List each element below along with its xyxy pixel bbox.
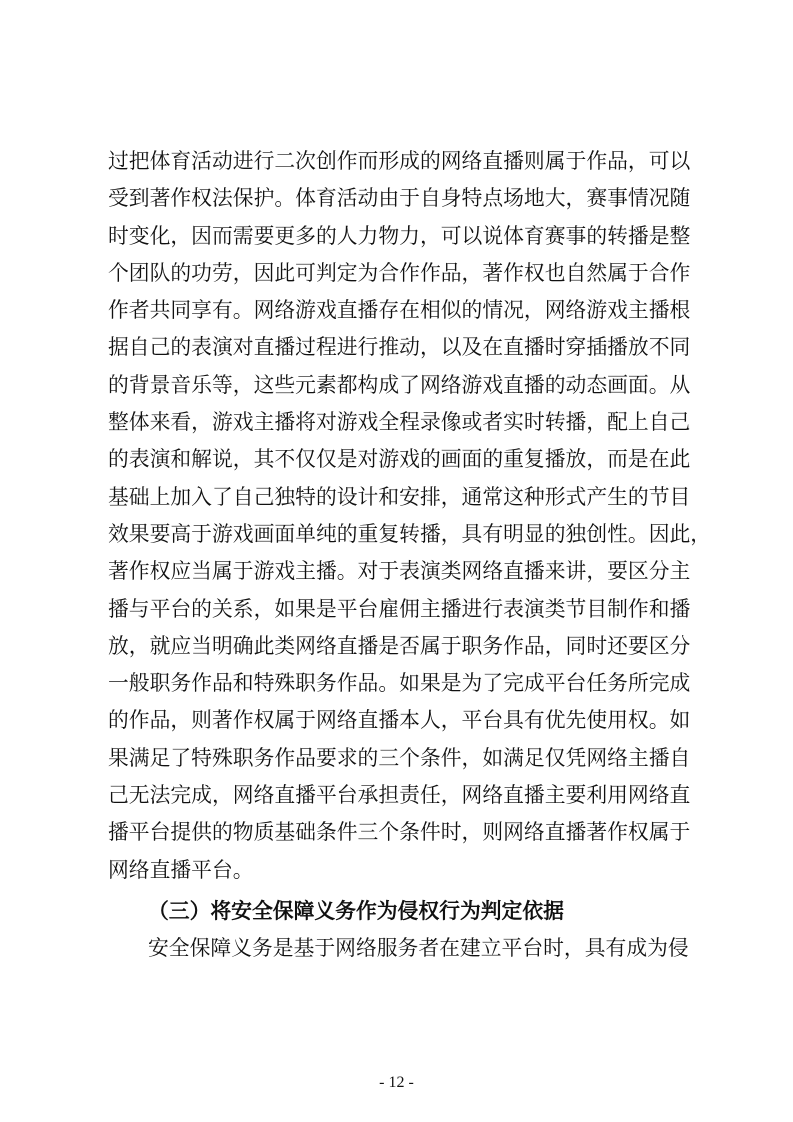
text-line: 效果要高于游戏画面单纯的重复转播，具有明显的独创性。因此， bbox=[108, 521, 712, 546]
text-line: 播与平台的关系，如果是平台雇佣主播进行表演类节目制作和播 bbox=[108, 596, 691, 621]
text-line: 播平台提供的物质基础条件三个条件时，则网络直播著作权属于 bbox=[108, 820, 691, 845]
paragraph-body bbox=[108, 143, 712, 889]
text-line: 一般职务作品和特殊职务作品。如果是为了完成平台任务所完成 bbox=[108, 671, 691, 696]
text-line: 己无法完成，网络直播平台承担责任，网络直播主要利用网络直 bbox=[108, 783, 691, 808]
text-line: 时变化，因而需要更多的人力物力，可以说体育赛事的转播是整 bbox=[108, 223, 691, 248]
text-line: 放，就应当明确此类网络直播是否属于职务作品，同时还要区分 bbox=[108, 633, 691, 658]
text-line: 整体来看，游戏主播将对游戏全程录像或者实时转播，配上自己 bbox=[108, 410, 691, 435]
text-line: 个团队的功劳，因此可判定为合作作品，著作权也自然属于合作 bbox=[108, 260, 691, 285]
text-line: 的背景音乐等，这些元素都构成了网络游戏直播的动态画面。从 bbox=[108, 372, 691, 397]
page-number: - 12 - bbox=[379, 1074, 414, 1091]
text-line: 作者共同享有。网络游戏直播存在相似的情况，网络游戏主播根 bbox=[108, 298, 691, 323]
text-line: 过把体育活动进行二次创作而形成的网络直播则属于作品，可以 bbox=[108, 149, 691, 173]
text-line: 的表演和解说，其不仅仅是对游戏的画面的重复播放，而是在此 bbox=[108, 447, 691, 472]
text-line: 果满足了特殊职务作品要求的三个条件，如满足仅凭网络主播自 bbox=[108, 745, 691, 770]
text-line: 基础上加入了自己独特的设计和安排，通常这种形式产生的节目 bbox=[108, 484, 691, 509]
section-heading: （三）将安全保障义务作为侵权行为判定依据 bbox=[148, 898, 564, 923]
paragraph-start: 安全保障义务是基于网络服务者在建立平台时，具有成为侵 bbox=[148, 936, 689, 960]
text-line: 著作权应当属于游戏主播。对于表演类网络直播来讲，要区分主 bbox=[108, 559, 691, 584]
text-line: 受到著作权法保护。体育活动由于自身特点场地大，赛事情况随 bbox=[108, 186, 691, 211]
text-line: 的作品，则著作权属于网络直播本人，平台具有优先使用权。如 bbox=[108, 708, 691, 733]
text-line: 网络直播平台。 bbox=[108, 857, 254, 882]
text-line: 据自己的表演对直播过程进行推动，以及在直播时穿插播放不同 bbox=[108, 335, 691, 360]
